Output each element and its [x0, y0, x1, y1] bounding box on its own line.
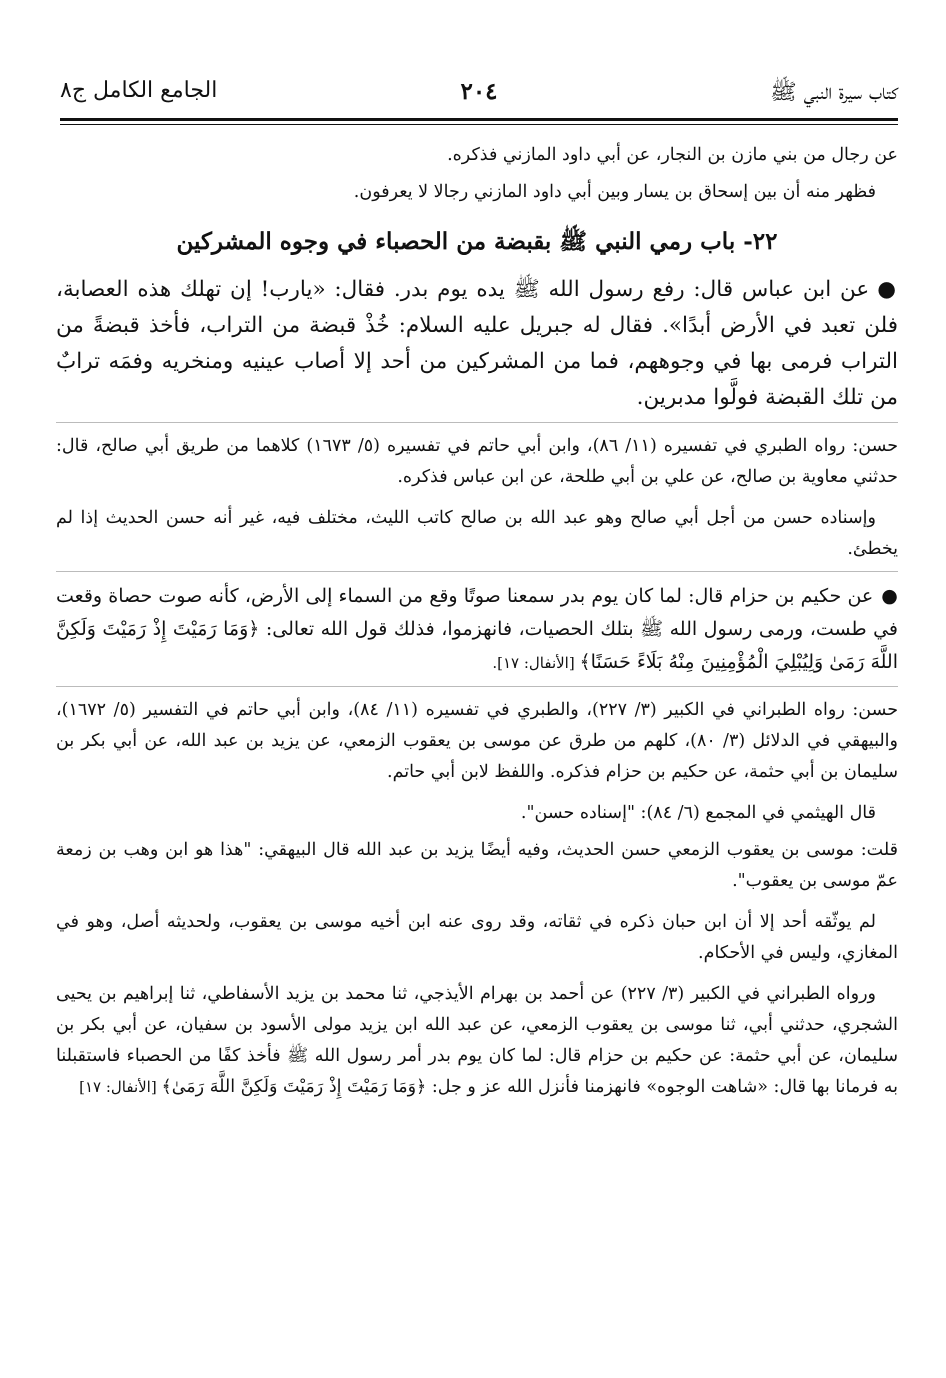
haythami-note: قال الهيثمي في المجمع (٦/ ٨٤): "إسناده حسن".: [520, 803, 876, 823]
bullet-icon: ●: [877, 277, 898, 302]
tabarani-note: [56, 979, 898, 1103]
tabarani-text: ورواه الطبراني في الكبير (٣/ ٢٢٧) عن أحمد بن بهرام الأيذجي، ثنا محمد بن يزيد الأسفاطي، ثنا إبراهيم بن يحيى الشجري، حدثني أبي، ثنا موسى بن يعقوب الزمعي، عن عبد الله ابن يزيد مولى الأسود بن سفيان، عن أبي بكر بن سليمان، عن أبي حثمة: عن حكيم بن حزام قال: لما كان يوم بدر أمر رسول الله ﷺ فأخذ كفًا من الحصباء فاستقبلنا به فرمانا بها قال: «شاهت الوجوه» فانهزمنا فأنزل الله عز و جل:: [56, 984, 898, 1097]
quran-verse: ﴿وَمَا رَمَيْتَ إِذْ رَمَيْتَ وَلَكِنَّ اللَّهَ رَمَىٰ﴾: [161, 1077, 427, 1097]
tawthiq-note: لم يوثّقه أحد إلا أن ابن حبان ذكره في ثقاته، وقد روى عنه ابن أخيه موسى بن يعقوب، ولحديثه أصل، وهو في المغازي، وليس في الأحكام.: [56, 912, 898, 963]
qultu-note: قلت: موسى بن يعقوب الزمعي حسن الحديث، وفيه أيضًا يزيد بن عبد الله قال البيهقي: "هذا هو ابن وهب بن زمعة عمّ موسى بن يعقوب".: [56, 840, 898, 891]
quran-verse: ﴿وَمَا رَمَيْتَ إِذْ رَمَيْتَ وَلَكِنَّ اللَّهَ رَمَىٰ وَلِيُبْلِيَ الْمُؤْمِنِينَ مِنْهُ بَلَاءً حَسَنًا﴾: [56, 618, 898, 673]
hadith-1-comment: وإسناده حسن من أجل أبي صالح وهو عبد الله بن صالح كاتب الليث، مختلف فيه، غير أنه حسن الحديث إذا لم يخطئ.: [56, 508, 898, 559]
chapter-title: ٢٢- باب رمي النبي ﷺ بقبضة من الحصباء في وجوه المشركين: [176, 228, 778, 255]
page-body: [56, 140, 898, 1103]
header-rule-thick: [60, 118, 898, 121]
intro-line-1: عن رجال من بني مازن بن النجار، عن أبي داود المازني فذكره.: [447, 145, 898, 165]
hadith-2-text: عن حكيم بن حزام قال: لما كان يوم بدر سمعنا صوتًا وقع من السماء إلى الأرض، كأنه صوت حصاة وقعت في طست، ورمى رسول الله ﷺ بتلك الحصيات، فانهزموا، فذلك قول الله تعالى:: [56, 585, 898, 640]
hadith-1-grade: حسن: رواه الطبري في تفسيره (١١/ ٨٦)، وابن أبي حاتم في تفسيره (٥/ ١٦٧٣) كلاهما من طريق أبي صالح، قال: حدثني معاوية بن صالح، عن علي بن أبي طلحة، عن ابن عباس فذكره.: [56, 436, 899, 487]
hadith-1: [56, 272, 898, 416]
verse-citation: [الأنفال: ١٧].: [492, 654, 580, 672]
header-rule-thin: [60, 124, 898, 125]
section-divider: [56, 686, 898, 687]
section-divider: [56, 422, 898, 423]
hadith-1-text: عن ابن عباس قال: رفع رسول الله ﷺ يده يوم بدر. فقال: «يارب! إن تهلك هذه العصابة، فلن تعبد في الأرض أبدًا». فقال له جبريل عليه السلام: خُذْ قبضة من التراب، فأخذ قبضةً من التراب فرمى بها في وجوههم، فما من المشركين من أحد إلا أصاب عينيه ومنخريه وفمَه ترابٌ من تلك القبضة فولَّوا مدبرين.: [56, 277, 898, 410]
page-number: ٢٠٤: [460, 78, 498, 105]
hadith-2: [56, 580, 898, 680]
page-header: [60, 68, 898, 112]
verse-citation: [الأنفال: ١٧]: [79, 1078, 162, 1096]
bullet-icon: ●: [881, 585, 898, 607]
book-title: كتاب سيرة النبي ﷺ: [770, 80, 898, 105]
intro-line-2: فظهر منه أن بين إسحاق بن يسار وبين أبي داود المازني رجالا لا يعرفون.: [353, 182, 876, 202]
series-title: الجامع الكامل ج٨: [60, 78, 218, 103]
hadith-2-grade: حسن: رواه الطبراني في الكبير (٣/ ٢٢٧)، والطبري في تفسيره (١١/ ٨٤)، وابن أبي حاتم في التفسير (٥/ ١٦٧٢)، والبيهقي في الدلائل (٣/ ٨٠)، كلهم من طرق عن موسى بن يعقوب الزمعي، عن يزيد بن عبد الله، عن أبي بكر بن سليمان بن أبي حثمة، عن حكيم بن حزام فذكره. واللفظ لابن أبي حاتم.: [56, 700, 899, 782]
section-divider: [56, 571, 898, 572]
